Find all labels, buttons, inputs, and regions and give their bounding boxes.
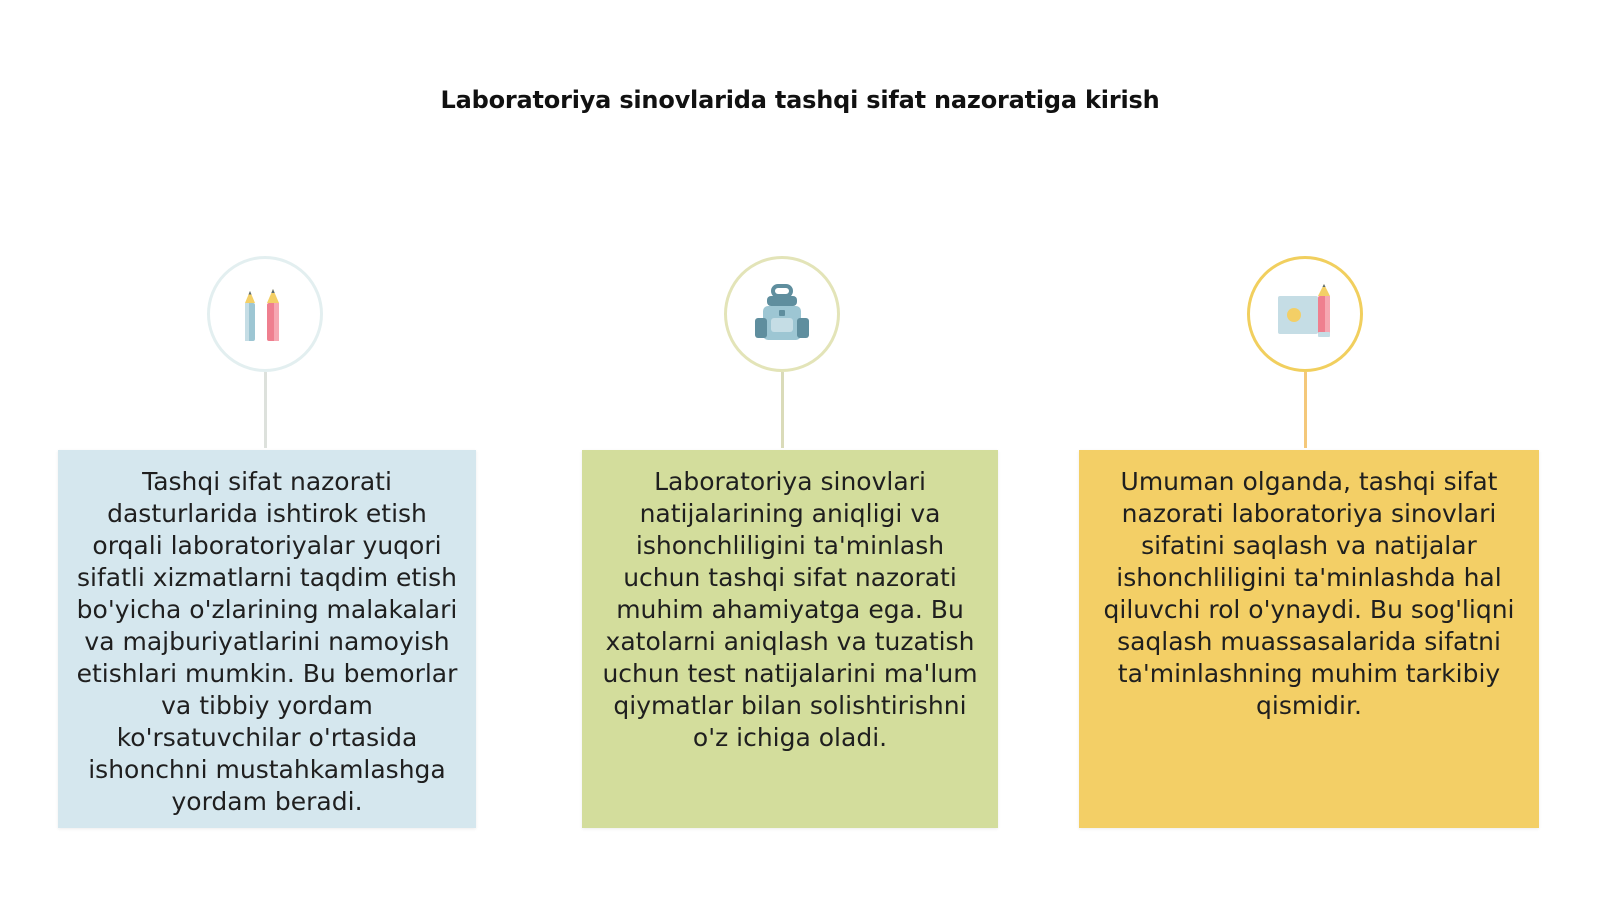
card-text-1: Tashqi sifat nazorati dasturlarida ishtirok etish orqali laboratoriyalar yuqori sifatli xizmatlarni taqdim etish bo'yicha o'zlarining malakalari va majburiyatlarini namoyish etishlari mumkin. Bu bemorlar va tibbiy yordam ko'rsatuvchilar o'rtasida ishonchni mustahkamlashga yordam beradi. [76, 467, 458, 816]
icon-circle-3 [1247, 256, 1363, 372]
info-card-3 [1079, 450, 1539, 828]
card-text-3: Umuman olganda, tashqi sifat nazorati laboratoriya sinovlari sifatini saqlash va natijalar ishonchliligini ta'minlashda hal qiluvchi rol o'ynaydi. Bu sog'liqni saqlash muassasalarida sifatni ta'minlashning muhim tarkibiy qismidir. [1103, 467, 1515, 720]
backpack-icon [751, 284, 813, 344]
info-card-1 [58, 450, 476, 828]
pencils-icon [239, 283, 291, 345]
column-1 [0, 0, 540, 900]
icon-circle-2 [724, 256, 840, 372]
column-3 [1060, 0, 1600, 900]
drawing-pencil-icon [1274, 284, 1336, 344]
connector-line-2 [781, 372, 784, 448]
column-2 [540, 0, 1060, 900]
connector-line-3 [1304, 372, 1307, 448]
icon-circle-1 [207, 256, 323, 372]
page-title: Laboratoriya sinovlarida tashqi sifat nazoratiga kirish [440, 86, 1160, 114]
connector-line-1 [264, 372, 267, 448]
info-card-2 [582, 450, 998, 828]
card-text-2: Laboratoriya sinovlari natijalarining aniqligi va ishonchliligini ta'minlash uchun tashqi sifat nazorati muhim ahamiyatga ega. Bu xatolarni aniqlash va tuzatish uchun test natijalarini ma'lum qiymatlar bilan solishtirishni o'z ichiga oladi. [602, 467, 978, 752]
